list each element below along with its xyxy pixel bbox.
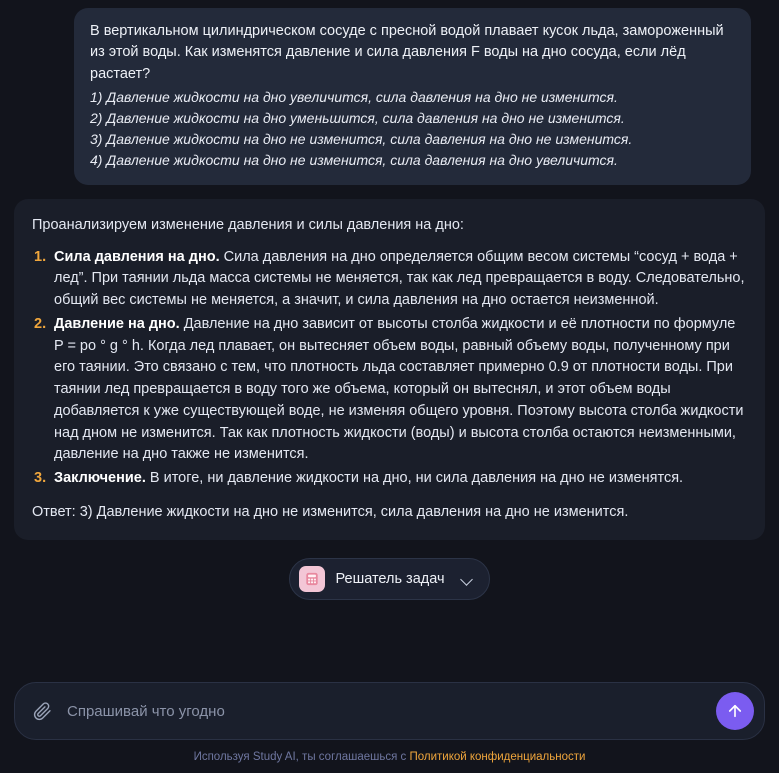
mode-selector-button[interactable]	[289, 558, 489, 600]
search-input[interactable]	[55, 703, 716, 720]
step-text: Давление на дно зависит от высоты столба жидкости и её плотности по формуле P = po ° g ° h. Когда лед плавает, он вытесняет объем воды, равный объему воды, полученному при его таянии. Это связано с тем, что плотность льда составляет примерно 0.9 от плотности воды. При таянии лед превращается в воду того же объема, который он вытеснял, и этот объем воды добавляется к уже существующей воде, не изменяя общего уровня. Поэтому высота столба жидкости над дном не изменится. Так как плотность жидкости (воды) и высота столба остаются неизменными, давление на дно также не изменится.	[54, 315, 744, 463]
assistant-final-answer: Ответ: 3) Давление жидкости на дно не изменится, сила давления на дно не изменится.	[32, 503, 629, 520]
list-item	[32, 314, 747, 466]
list-item	[32, 247, 747, 312]
chevron-down-icon[interactable]	[459, 571, 475, 587]
step-title: Заключение.	[54, 470, 146, 487]
user-question-text: В вертикальном цилиндрическом сосуде с пресной водой плавает кусок льда, замороженный из этой воды. Как изменятся давление и сила давления F воды на дно сосуда, если лёд растает?	[90, 23, 724, 82]
user-option-2: 2) Давление жидкости на дно уменьшится, сила давления на дно не изменится.	[90, 109, 625, 126]
user-message-bubble	[74, 8, 751, 185]
mode-selector-label: Решатель задач	[335, 570, 445, 587]
assistant-steps-list	[32, 247, 747, 490]
assistant-message-bubble	[14, 199, 765, 540]
footer-disclaimer	[0, 740, 779, 773]
user-option-3: 3) Давление жидкости на дно не изменится, сила давления на дно не изменится.	[90, 130, 633, 147]
step-title: Давление на дно.	[54, 315, 180, 332]
composer-wrapper	[0, 682, 779, 740]
footer-text: Используя Study AI, ты соглашаешься с	[193, 751, 410, 763]
step-text: Сила давления на дно определяется общим весом системы “сосуд + вода + лед”. При таянии льда масса системы не меняется, так как лед превращается в воду. Следовательно, общий вес системы не меняется, а значит, и сила давления на дно остается неизменной.	[54, 248, 745, 309]
send-button[interactable]	[716, 692, 754, 730]
mode-selector-row	[14, 558, 765, 600]
assistant-intro-text: Проанализируем изменение давления и силы давления на дно:	[32, 216, 464, 233]
composer[interactable]	[14, 682, 765, 740]
list-item	[32, 468, 747, 490]
paperclip-icon[interactable]	[29, 698, 55, 724]
user-option-1: 1) Давление жидкости на дно увеличится, сила давления на дно не изменится.	[90, 88, 618, 105]
calculator-icon	[299, 566, 325, 592]
step-title: Сила давления на дно.	[54, 248, 220, 265]
privacy-policy-link[interactable]: Политикой конфиденциальности	[409, 751, 586, 763]
step-text: В итоге, ни давление жидкости на дно, ни сила давления на дно не изменятся.	[145, 470, 684, 487]
user-option-4: 4) Давление жидкости на дно не изменится, сила давления на дно увеличится.	[90, 151, 618, 168]
